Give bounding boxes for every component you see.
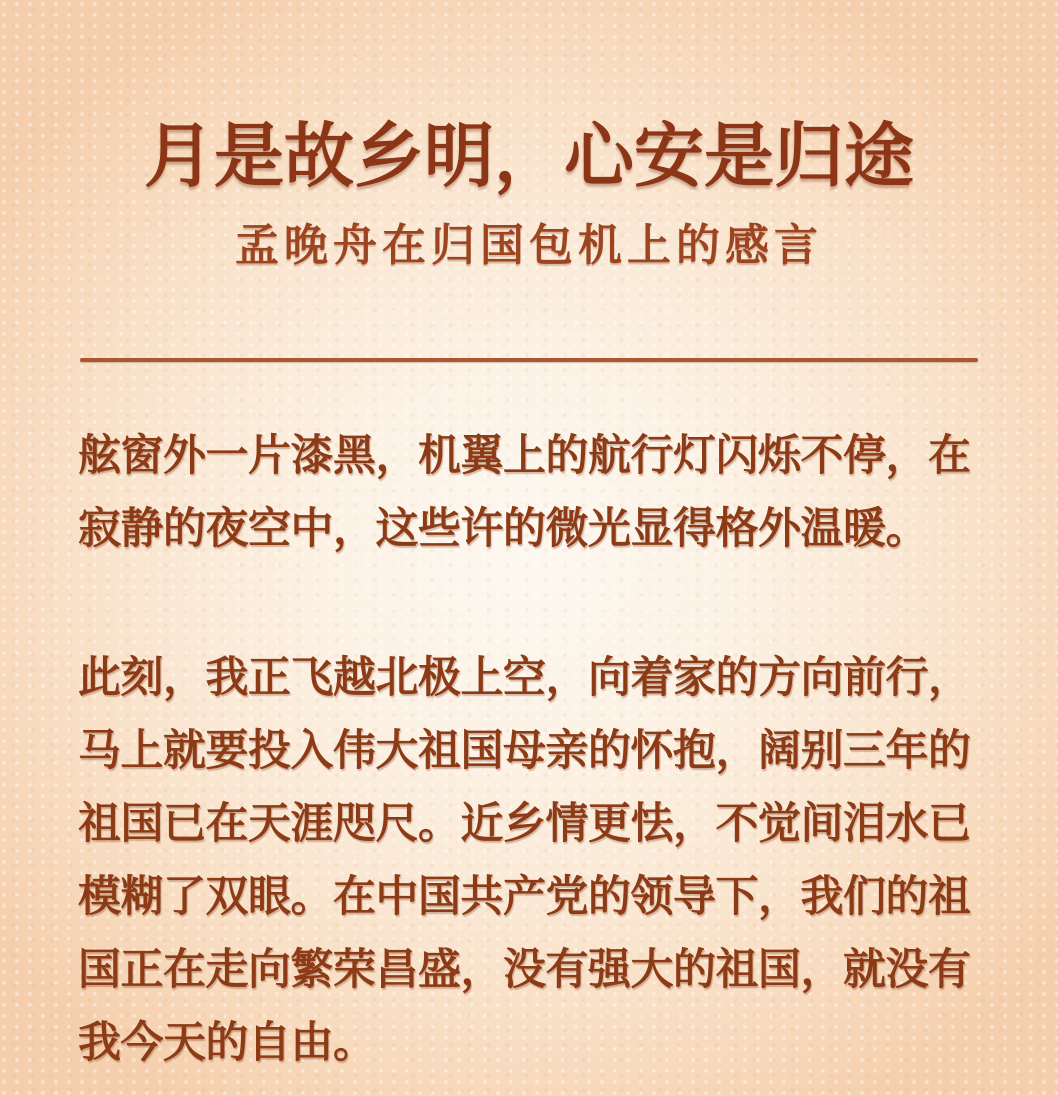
divider-line: [80, 358, 978, 362]
page-title: 月是故乡明，心安是归途: [144, 119, 914, 196]
body-line: 舷窗外一片漆黑，机翼上的航行灯闪烁不停，在: [78, 433, 971, 481]
paragraph-1: [78, 420, 980, 566]
body-text: [78, 420, 980, 1080]
body-line: 国正在走向繁荣昌盛，没有强大的祖国，就没有: [78, 947, 971, 995]
page-subtitle: 孟晚舟在归国包机上的感言: [235, 221, 823, 270]
body-line: 祖国已在天涯咫尺。近乡情更怯，不觉间泪水已: [78, 801, 971, 849]
body-line: 模糊了双眼。在中国共产党的领导下，我们的祖: [78, 874, 971, 922]
body-line: 寂静的夜空中，这些许的微光显得格外温暖。: [78, 506, 928, 554]
body-line: 我今天的自由。: [78, 1020, 376, 1068]
paragraph-2: [78, 642, 980, 1080]
body-line: 此刻，我正飞越北极上空，向着家的方向前行，: [78, 655, 971, 703]
body-line: 马上就要投入伟大祖国母亲的怀抱，阔别三年的: [78, 728, 971, 776]
